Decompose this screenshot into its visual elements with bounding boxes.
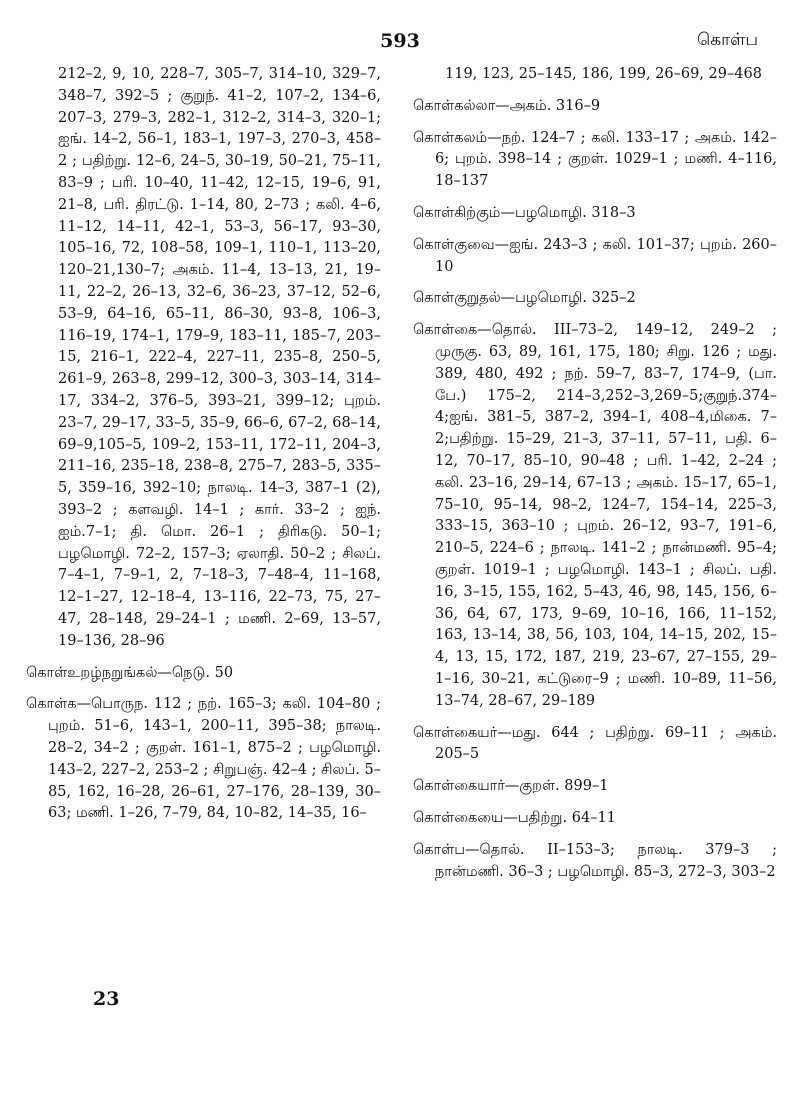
left-column <box>26 64 381 835</box>
page-number: 593 <box>380 30 420 52</box>
index-entry: கொள்ப—தொல். II–153–3; நாலடி. 379–3 ; நான்மணி. 36–3 ; பழமொழி. 85–3, 272–3, 303–2 <box>413 841 777 880</box>
index-entry: கொள்கிற்கும்—பழமொழி. 318–3 <box>413 204 636 221</box>
index-entry: கொள்க—பொருந. 112 ; நற். 165–3; கலி. 104–80 ; புறம். 51–6, 143–1, 200–11, 395–38; நாலடி. 28–2, 34–2 ; குறள். 161–1, 875–2 ; பழமொழி. 143–2, 227–2, 253–2 ; சிறுபஞ். 42–4 ; சிலப். 5–85, 162, 16–28, 26–61, 27–176, 28–139, 30–63; மணி. 1–26, 7–79, 84, 10–82, 14–35, 16– <box>26 696 381 822</box>
index-entry: 119, 123, 25–145, 186, 199, 26–69, 29–468 <box>445 66 762 82</box>
index-entry: கொள்கல்லா—அகம். 316–9 <box>413 97 601 114</box>
index-entry: கொள்கை—தொல். III–73–2, 149–12, 249–2 ; முருகு. 63, 89, 161, 175, 180; சிறு. 126 ; மது. 389, 480, 492 ; நற். 59–7, 83–7, 174–9, (பா. பே.) 175–2, 214–3,252–3,269–5;குறுந்.374–4;ஐங். 381–5, 387–2, 394–1, 408–4,மிகை. 7–2;பதிற்று. 15–29, 21–3, 37–11, 57–11, பதி. 6–12, 70–17, 85–10, 90–48 ; பரி. 1–42, 2–24 ; கலி. 23–16, 29–14, 67–13 ; அகம். 15–17, 65–1, 75–10, 95–14, 98–2, 124–7, 154–14, 225–3, 333–15, 363–10 ; புறம். 26–12, 93–7, 191–6, 210–5, 224–6 ; நாலடி. 141–2 ; நான்மணி. 95–4; குறள். 1019–1 ; பழமொழி. 143–1 ; சிலப். பதி. 16, 3–15, 155, 162, 5–43, 46, 98, 145, 156, 6–36, 64, 67, 173, 9–69, 10–16, 166, 11–152, 163, 13–14, 38, 56, 103, 104, 14–15, 202, 15–4, 13, 15, 172, 187, 219, 23–67, 27–155, 29–1–16, 30–21, கட்டுரை–9 ; மணி. 10–89, 11–56, 13–74, 28–67, 29–189 <box>413 322 777 709</box>
index-entry: கொள்கலம்—நற். 124–7 ; கலி. 133–17 ; அகம். 142–6; புறம். 398–14 ; குறள். 1029–1 ; மணி. 4–116, 18–137 <box>413 129 777 190</box>
index-entry: கொள்உறழ்நறுங்கல்—நெடு. 50 <box>26 664 234 681</box>
index-entry: கொள்கையார்—குறள். 899–1 <box>413 778 609 795</box>
index-entry: 212–2, 9, 10, 228–7, 305–7, 314–10, 329–7, 348–7, 392–5 ; குறுந். 41–2, 107–2, 134–6, 207–3, 279–3, 282–1, 312–2, 314–3, 320–1; ஐங். 14–2, 56–1, 183–1, 197–3, 270–3, 458–2 ; பதிற்று. 12–6, 24–5, 30–19, 50–21, 75–11, 83–9 ; பரி. 10–40, 11–42, 12–15, 19–6, 91, 21–8, பரி. திரட்டு. 1–14, 80, 2–73 ; கலி. 4–6, 11–12, 14–11, 42–1, 53–3, 56–17, 93–30, 105–16, 72, 108–58, 109–1, 110–1, 113–20, 120–21,130–7; அகம். 11–4, 13–13, 21, 19–11, 22–2, 26–13, 32–6, 36–23, 37–12, 52–6, 53–9, 64–16, 65–11, 86–30, 93–8, 106–3, 116–19, 174–1, 179–9, 183–11, 185–7, 203–15, 216–1, 222–4, 227–11, 235–8, 250–5, 261–9, 263–8, 299–12, 300–3, 303–14, 314–17, 334–2, 376–5, 393–21, 399–12; புறம். 23–7, 29–17, 33–5, 35–9, 66–6, 67–2, 68–14, 69–9,105–5, 109–2, 153–11, 172–11, 204–3, 211–16, 235–18, 238–8, 275–7, 283–5, 335–5, 359–16, 392–10; நாலடி. 14–3, 387–1 (2), 393–2 ; களவழி. 14–1 ; கார். 33–2 ; ஐந். ஐம்.7–1; தி. மொ. 26–1 ; திரிகடு. 50–1; பழமொழி. 72–2, 157–3; ஏலாதி. 50–2 ; சிலப். 7–4–1, 7–9–1, 2, 7–18–3, 7–48–4, 11–168, 12–1–27, 12–18–4, 13–116, 22–73, 75, 27–47, 28–148, 29–24–1 ; மணி. 2–69, 13–57, 19–136, 28–96 <box>58 66 381 649</box>
right-column <box>413 64 777 893</box>
index-entry: கொள்கையை—பதிற்று. 64–11 <box>413 809 616 826</box>
index-entry: கொள்கையர்—மது. 644 ; பதிற்று. 69–11 ; அகம். 205–5 <box>413 724 777 763</box>
index-entry: கொள்குவை—ஐங். 243–3 ; கலி. 101–37; புறம். 260–10 <box>413 236 777 275</box>
signature-mark: 23 <box>93 988 120 1010</box>
running-head: கொள்ப <box>697 30 758 50</box>
index-entry: கொள்குறுதல்—பழமொழி. 325–2 <box>413 290 636 307</box>
